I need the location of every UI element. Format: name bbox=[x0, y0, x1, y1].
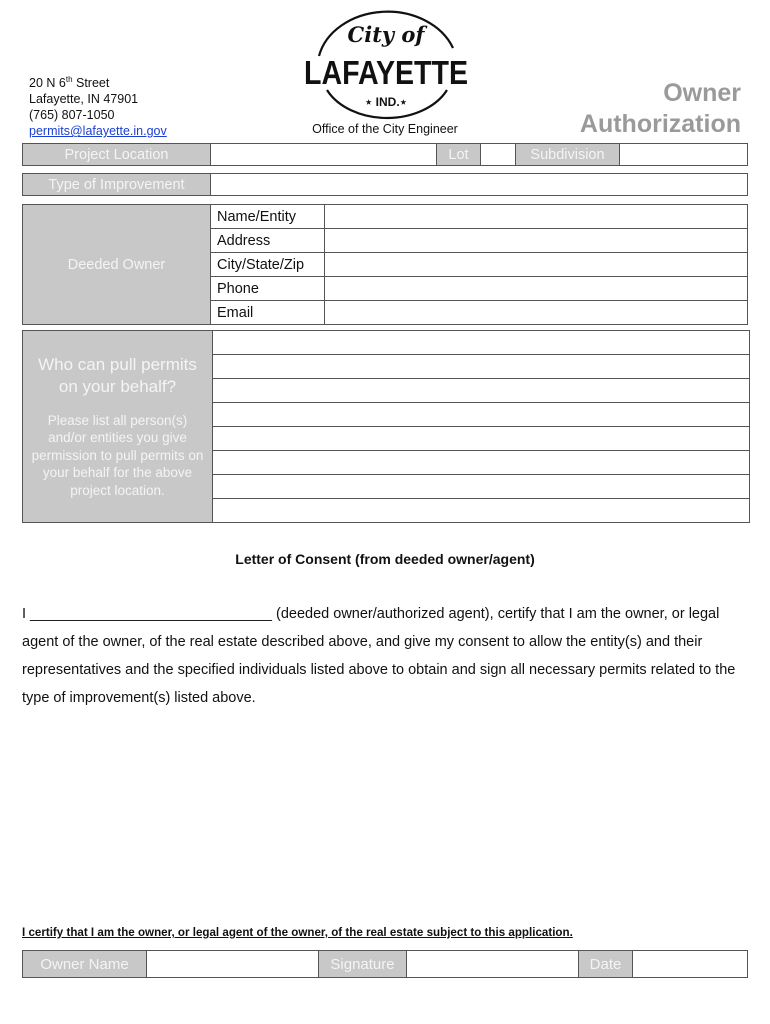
permit-holder-field[interactable] bbox=[213, 475, 750, 499]
address-field[interactable] bbox=[325, 229, 748, 253]
permit-holders-table bbox=[22, 330, 750, 523]
permit-holder-field[interactable] bbox=[213, 451, 750, 475]
subdivision-field[interactable] bbox=[620, 144, 748, 166]
signature-field[interactable] bbox=[407, 951, 579, 978]
permit-holder-field[interactable] bbox=[213, 427, 750, 451]
city-state-zip: Lafayette, IN 47901 bbox=[29, 92, 139, 107]
lot-field[interactable] bbox=[481, 144, 516, 166]
page-title bbox=[580, 78, 741, 140]
improvement-type-table bbox=[22, 173, 748, 196]
permit-holder-field[interactable] bbox=[213, 355, 750, 379]
deeded-owner-label: Deeded Owner bbox=[23, 205, 211, 325]
owner-name-label: Owner Name bbox=[23, 951, 147, 978]
signature-label: Signature bbox=[319, 951, 407, 978]
consent-body: I ______________________________ (deeded owner/authorized agent), certify that I am the owner, or legal agent of the owner, of the real estate described above, and give my consent to allow the entity(s) and their representatives and the specified individuals listed above to obtain and sign all necessary permits related to the type of improvement(s) listed above. bbox=[22, 606, 736, 706]
permit-holder-field[interactable] bbox=[213, 331, 750, 355]
certify-statement: I certify that I am the owner, or legal agent of the owner, of the real estate subject to this application. bbox=[22, 926, 573, 939]
subdivision-label: Subdivision bbox=[516, 144, 620, 166]
phone-label: Phone bbox=[211, 277, 325, 301]
project-location-field[interactable] bbox=[211, 144, 437, 166]
city-state-zip-field[interactable] bbox=[325, 253, 748, 277]
email-field[interactable] bbox=[325, 301, 748, 325]
title-line-2: Authorization bbox=[579, 110, 741, 138]
permit-holder-field[interactable] bbox=[213, 379, 750, 403]
project-location-label: Project Location bbox=[23, 144, 211, 166]
logo-caption: Office of the City Engineer bbox=[312, 122, 458, 136]
address-block bbox=[29, 72, 167, 139]
consent-title: Letter of Consent (from deeded owner/agent) bbox=[235, 551, 535, 567]
permit-holders-instructions: Please list all person(s) and/or entities you give permission to pull permits on your behalf for the above project location. bbox=[31, 412, 204, 498]
name-entity-label: Name/Entity bbox=[211, 205, 325, 229]
city-logo bbox=[297, 8, 475, 126]
type-of-improvement-label: Type of Improvement bbox=[23, 174, 211, 196]
logo-script-text: City of bbox=[347, 22, 425, 47]
email-label: Email bbox=[211, 301, 325, 325]
lot-label: Lot bbox=[437, 144, 481, 166]
title-line-1: Owner bbox=[663, 79, 741, 107]
name-entity-field[interactable] bbox=[325, 205, 748, 229]
logo-main-text: LAFAYETTE bbox=[304, 54, 468, 91]
phone-field[interactable] bbox=[325, 277, 748, 301]
email-link[interactable]: permits@lafayette.in.gov bbox=[29, 124, 167, 139]
logo-sub-text: ⋆ IND.⋆ bbox=[364, 95, 408, 109]
deeded-owner-table bbox=[22, 204, 748, 325]
address-label: Address bbox=[211, 229, 325, 253]
signature-table bbox=[22, 950, 748, 978]
permit-holder-field[interactable] bbox=[213, 403, 750, 427]
date-field[interactable] bbox=[633, 951, 748, 978]
phone-number: (765) 807-1050 bbox=[29, 108, 115, 123]
permit-holders-heading: Who can pull permits on your behalf? bbox=[38, 354, 197, 396]
permit-holder-field[interactable] bbox=[213, 499, 750, 523]
city-state-zip-label: City/State/Zip bbox=[211, 253, 325, 277]
type-of-improvement-field[interactable] bbox=[211, 174, 748, 196]
project-location-table bbox=[22, 143, 748, 166]
date-label: Date bbox=[579, 951, 633, 978]
permit-holders-label bbox=[23, 331, 213, 523]
street-address: 20 N 6th Street bbox=[29, 75, 110, 91]
owner-name-field[interactable] bbox=[147, 951, 319, 978]
